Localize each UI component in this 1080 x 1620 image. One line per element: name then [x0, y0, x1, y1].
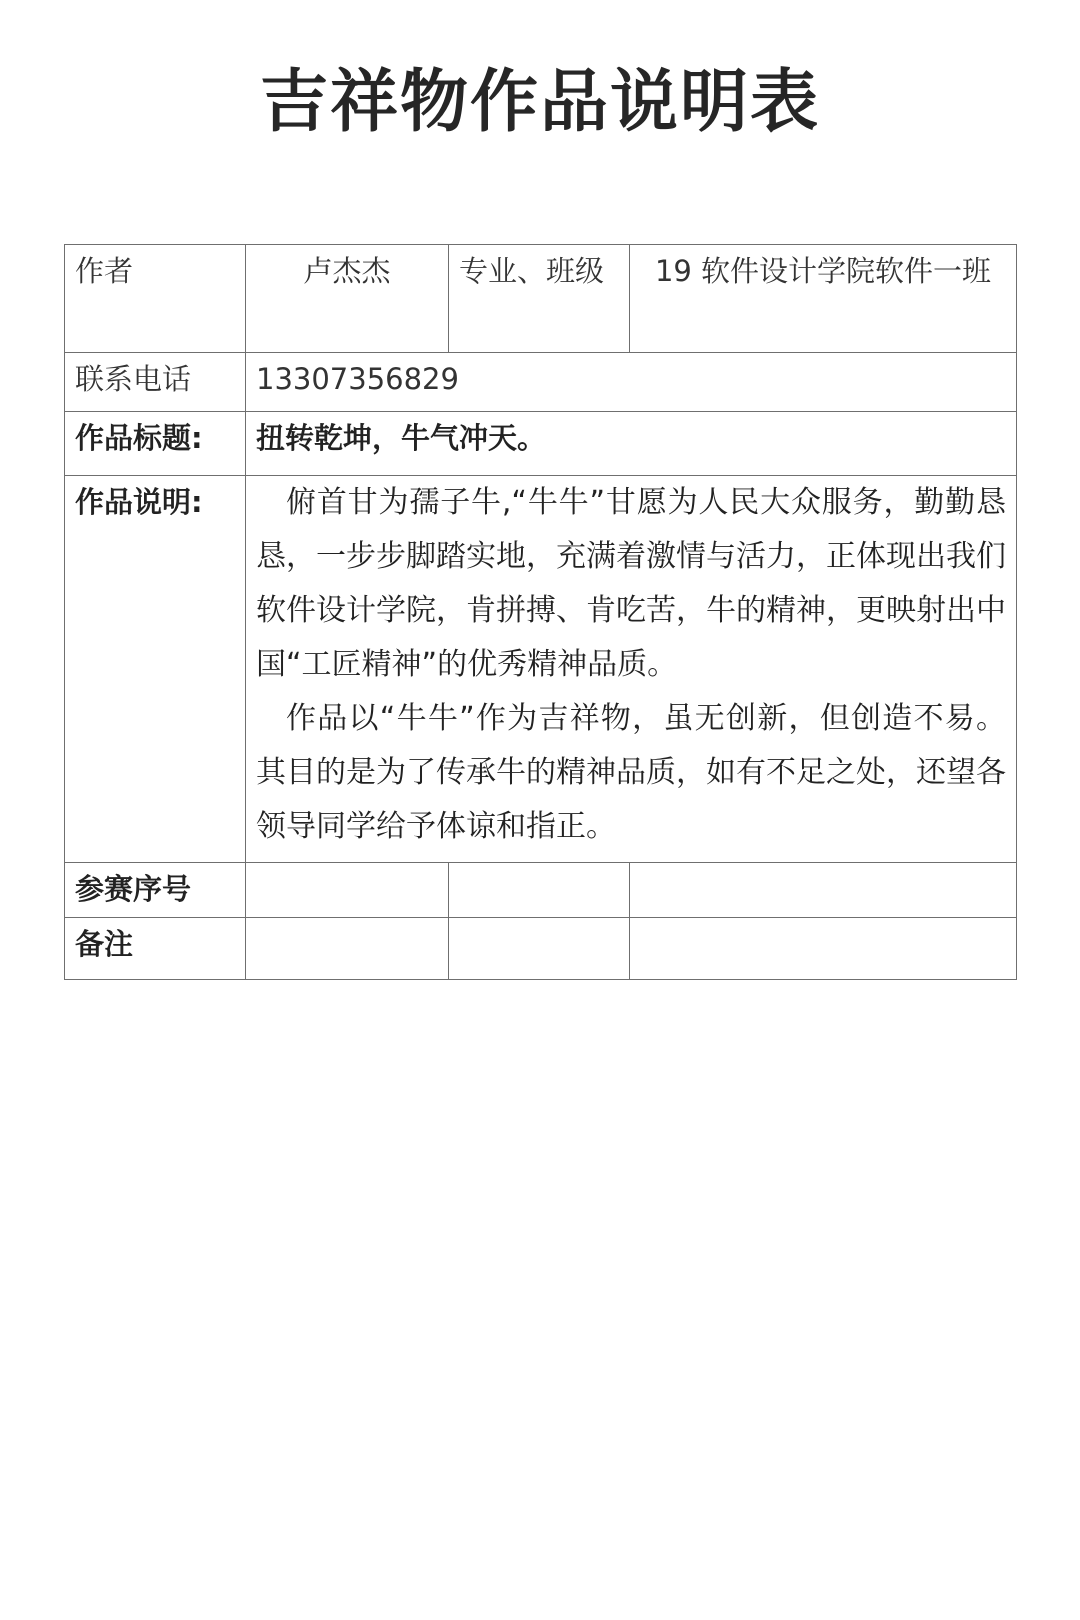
author-value: 卢杰杰	[246, 245, 449, 353]
remarks-cell	[630, 918, 1017, 980]
entry-number-cell	[449, 863, 630, 918]
description-paragraph: 作品以“牛牛”作为吉祥物，虽无创新，但创造不易。其目的是为了传承牛的精神品质，如有不足之处，还望各领导同学给予体谅和指正。	[256, 701, 1006, 844]
author-label: 作者	[65, 245, 246, 353]
entry-number-row	[65, 863, 1017, 918]
entry-number-label: 参赛序号	[65, 863, 246, 918]
mascot-form-table	[64, 244, 1017, 980]
phone-value: 13307356829	[246, 353, 1017, 412]
remarks-cell	[246, 918, 449, 980]
remarks-cell	[449, 918, 630, 980]
major-class-value: 19 软件设计学院软件一班	[630, 245, 1017, 353]
work-title-label: 作品标题:	[65, 412, 246, 476]
remarks-label: 备注	[65, 918, 246, 980]
work-title-value: 扭转乾坤，牛气冲天。	[246, 412, 1017, 476]
page-title: 吉祥物作品说明表	[259, 63, 820, 142]
phone-row	[65, 353, 1017, 412]
description-label: 作品说明:	[65, 476, 246, 863]
description-value	[246, 476, 1017, 863]
phone-label: 联系电话	[65, 353, 246, 412]
remarks-row	[65, 918, 1017, 980]
description-paragraph: 俯首甘为孺子牛,“牛牛”甘愿为人民大众服务，勤勤恳恳，一步步脚踏实地，充满着激情与活力，正体现出我们软件设计学院，肯拼搏、肯吃苦，牛的精神，更映射出中国“工匠精神”的优秀精神品质。	[256, 485, 1006, 682]
entry-number-cell	[630, 863, 1017, 918]
description-row	[65, 476, 1017, 863]
major-class-label: 专业、班级	[449, 245, 630, 353]
work-title-row	[65, 412, 1017, 476]
entry-number-cell	[246, 863, 449, 918]
author-row	[65, 245, 1017, 353]
